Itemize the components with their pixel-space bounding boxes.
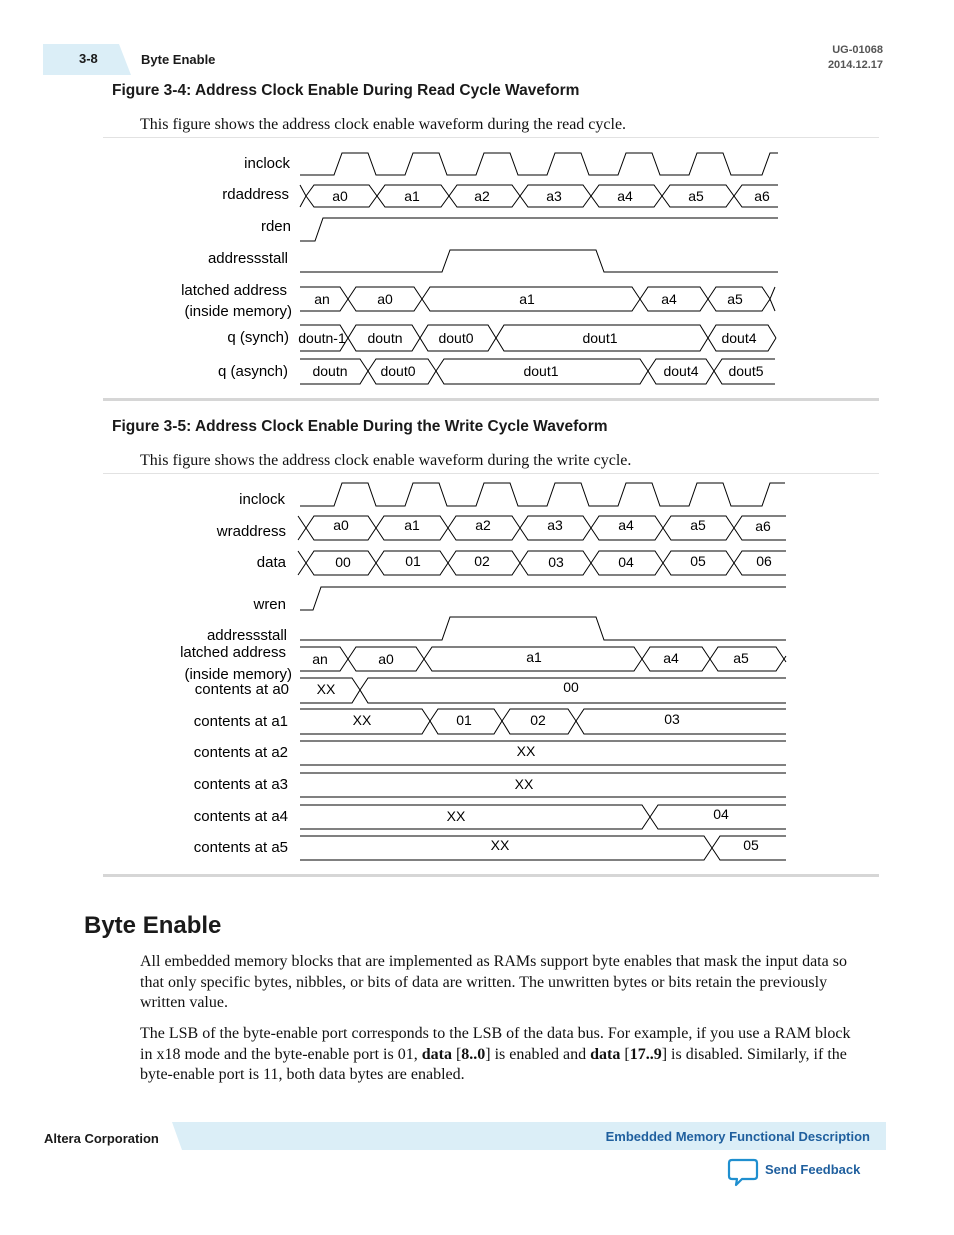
latched-val-4: a5 <box>727 291 743 307</box>
label-q-synch: q (synch) <box>227 329 289 346</box>
rdaddress-val-1: a1 <box>404 188 420 204</box>
label-contents-a5: contents at a5 <box>193 839 288 856</box>
wraddress-val-3: a3 <box>547 517 563 533</box>
rdaddress-val-5: a5 <box>688 188 704 204</box>
page-number: 3-8 <box>79 51 98 66</box>
rdaddress-val-6: a6 <box>754 188 770 204</box>
figure-3-5-title: Figure 3-5: Address Clock Enable During the Write Cycle Waveform <box>112 418 608 435</box>
q-synch-val-2: dout0 <box>438 330 474 346</box>
wraddress-val-1: a1 <box>404 517 420 533</box>
contents-a2-val-0: XX <box>516 743 536 759</box>
rdaddress-val-0: a0 <box>332 188 348 204</box>
data-val-5: 05 <box>690 553 706 569</box>
figure-3-5-bottom-rule <box>103 874 879 877</box>
label-contents-a4: contents at a4 <box>193 808 288 825</box>
contents-a1-val-2: 02 <box>530 712 546 728</box>
contents-a5-bus <box>300 836 786 860</box>
q-synch-val-1: doutn <box>367 330 403 346</box>
label-inclock-w: inclock <box>239 491 285 508</box>
q-synch-val-3: dout1 <box>582 330 618 346</box>
label-contents-a3: contents at a3 <box>193 776 288 793</box>
label-q-asynch: q (asynch) <box>217 363 288 380</box>
paragraph-2-text-3: ] is enabled and <box>485 1045 591 1063</box>
inclock-trace-w <box>300 483 785 506</box>
label-wraddress: wraddress <box>216 523 286 540</box>
label-contents-a2: contents at a2 <box>193 744 288 761</box>
contents-a4-val-1: 04 <box>713 806 729 822</box>
q-asynch-val-0: doutn <box>312 363 348 379</box>
figure-3-5-description: This figure shows the address clock enable waveform during the write cycle. <box>140 452 632 469</box>
doc-id-block <box>828 43 883 73</box>
label-contents-a0: contents at a0 <box>194 681 289 698</box>
contents-a0-bus <box>300 678 786 703</box>
paragraph-2-text-5: ] is disabled. Similarly, if the byte-enable port is 11, both data bytes are enabled. <box>140 1045 847 1083</box>
q-synch-val-4: dout4 <box>721 330 757 346</box>
label-contents-a1: contents at a1 <box>193 713 288 730</box>
paragraph-2-bold-range-2: 17..9 <box>629 1045 662 1063</box>
contents-a1-val-3: 03 <box>664 711 680 727</box>
contents-a5-val-1: 05 <box>743 837 759 853</box>
write-cycle-waveform <box>0 476 954 872</box>
rdaddress-val-2: a2 <box>474 188 490 204</box>
addressstall-trace-w <box>300 617 786 640</box>
data-val-1: 01 <box>405 553 421 569</box>
footer-company: Altera Corporation <box>44 1131 159 1146</box>
latched-address-bus <box>300 287 775 311</box>
label-rdaddress: rdaddress <box>222 186 289 203</box>
wraddress-val-4: a4 <box>618 517 634 533</box>
contents-a3-bus <box>300 773 786 797</box>
latched-val-1: a0 <box>377 291 393 307</box>
figure-3-4-top-rule <box>103 137 879 138</box>
contents-a5-val-0: XX <box>490 837 510 853</box>
doc-date: 2014.12.17 <box>827 59 883 71</box>
q-asynch-val-4: dout5 <box>728 363 764 379</box>
q-asynch-val-3: dout4 <box>663 363 699 379</box>
label-data: data <box>256 554 286 571</box>
wraddress-val-0: a0 <box>333 517 349 533</box>
wraddress-bus <box>298 516 786 540</box>
label-inside-memory-w: (inside memory) <box>184 666 292 683</box>
doc-id: UG-01068 <box>832 44 883 56</box>
paragraph-2 <box>140 1024 860 1086</box>
paragraph-2-bold-data-1: data <box>421 1045 452 1063</box>
q-asynch-val-2: dout1 <box>523 363 559 379</box>
label-wren: wren <box>253 596 286 613</box>
figure-3-4-description: This figure shows the address clock enable waveform during the read cycle. <box>140 116 627 133</box>
wraddress-val-5: a5 <box>690 517 706 533</box>
rdaddress-bus <box>300 185 778 207</box>
section-heading: Byte Enable <box>84 912 222 939</box>
data-bus <box>298 551 786 575</box>
running-header-section: Byte Enable <box>141 52 216 67</box>
contents-a3-val-0: XX <box>514 776 534 792</box>
label-latched-address-w: latched address <box>180 644 286 661</box>
data-val-6: 06 <box>756 553 772 569</box>
label-inclock: inclock <box>244 155 290 172</box>
latched-w-val-3: a4 <box>663 650 679 666</box>
latched-address-bus-w <box>300 647 786 671</box>
paragraph-2-text-4: [ <box>620 1045 630 1063</box>
rdaddress-val-3: a3 <box>546 188 562 204</box>
footer-doc-title-link[interactable]: Embedded Memory Functional Description <box>605 1129 870 1144</box>
wren-trace <box>300 587 786 610</box>
paragraph-1: All embedded memory blocks that are implemented as RAMs support byte enables that mask the input data so that only specific bytes, nibbles, or bits of data are written. The unwritten bytes or bits retain the previously written value. <box>140 953 847 1011</box>
latched-w-val-0: an <box>312 651 328 667</box>
send-feedback-link[interactable]: Send Feedback <box>765 1162 861 1177</box>
q-synch-val-0: doutn-1 <box>298 330 346 346</box>
label-rden: rden <box>260 218 291 235</box>
latched-w-val-2: a1 <box>526 649 542 665</box>
figure-3-4-bottom-rule <box>103 398 879 401</box>
contents-a1-val-1: 01 <box>456 712 472 728</box>
contents-a0-val-1: 00 <box>563 679 579 695</box>
label-inside-memory: (inside memory) <box>184 303 292 320</box>
wraddress-val-2: a2 <box>475 517 491 533</box>
paragraph-2-bold-range-1: 8..0 <box>461 1045 486 1063</box>
data-val-0: 00 <box>335 554 351 570</box>
data-val-2: 02 <box>474 553 490 569</box>
contents-a2-bus <box>300 741 786 765</box>
rdaddress-val-4: a4 <box>617 188 633 204</box>
data-val-3: 03 <box>548 554 564 570</box>
addressstall-trace <box>300 250 778 272</box>
figure-3-5-top-rule <box>103 473 879 474</box>
feedback-icon[interactable] <box>727 1157 759 1187</box>
inclock-trace <box>300 153 778 175</box>
latched-val-0: an <box>314 291 330 307</box>
paragraph-2-text-1: The LSB of the byte-enable port corresponds to the LSB of the data bus. For example, if you use a RAM block in x18 mode and the byte-enable port is 01, <box>140 1025 851 1063</box>
q-asynch-val-1: dout0 <box>380 363 416 379</box>
data-val-4: 04 <box>618 554 634 570</box>
latched-val-3: a4 <box>661 291 677 307</box>
paragraph-2-text-2: [ <box>451 1045 462 1063</box>
contents-a4-val-0: XX <box>446 808 466 824</box>
label-addressstall-w: addressstall <box>206 627 287 644</box>
contents-a0-val-0: XX <box>316 681 336 697</box>
contents-a1-val-0: XX <box>352 712 372 728</box>
label-addressstall: addressstall <box>207 250 288 267</box>
rden-trace <box>300 218 778 241</box>
paragraph-2-bold-data-2: data <box>590 1045 621 1063</box>
wraddress-val-6: a6 <box>755 518 771 534</box>
read-cycle-waveform <box>0 140 954 395</box>
latched-w-val-1: a0 <box>378 651 394 667</box>
label-latched-address: latched address <box>181 282 287 299</box>
latched-val-2: a1 <box>519 291 535 307</box>
figure-3-4-title: Figure 3-4: Address Clock Enable During Read Cycle Waveform <box>112 82 580 99</box>
latched-w-val-4: a5 <box>733 650 749 666</box>
